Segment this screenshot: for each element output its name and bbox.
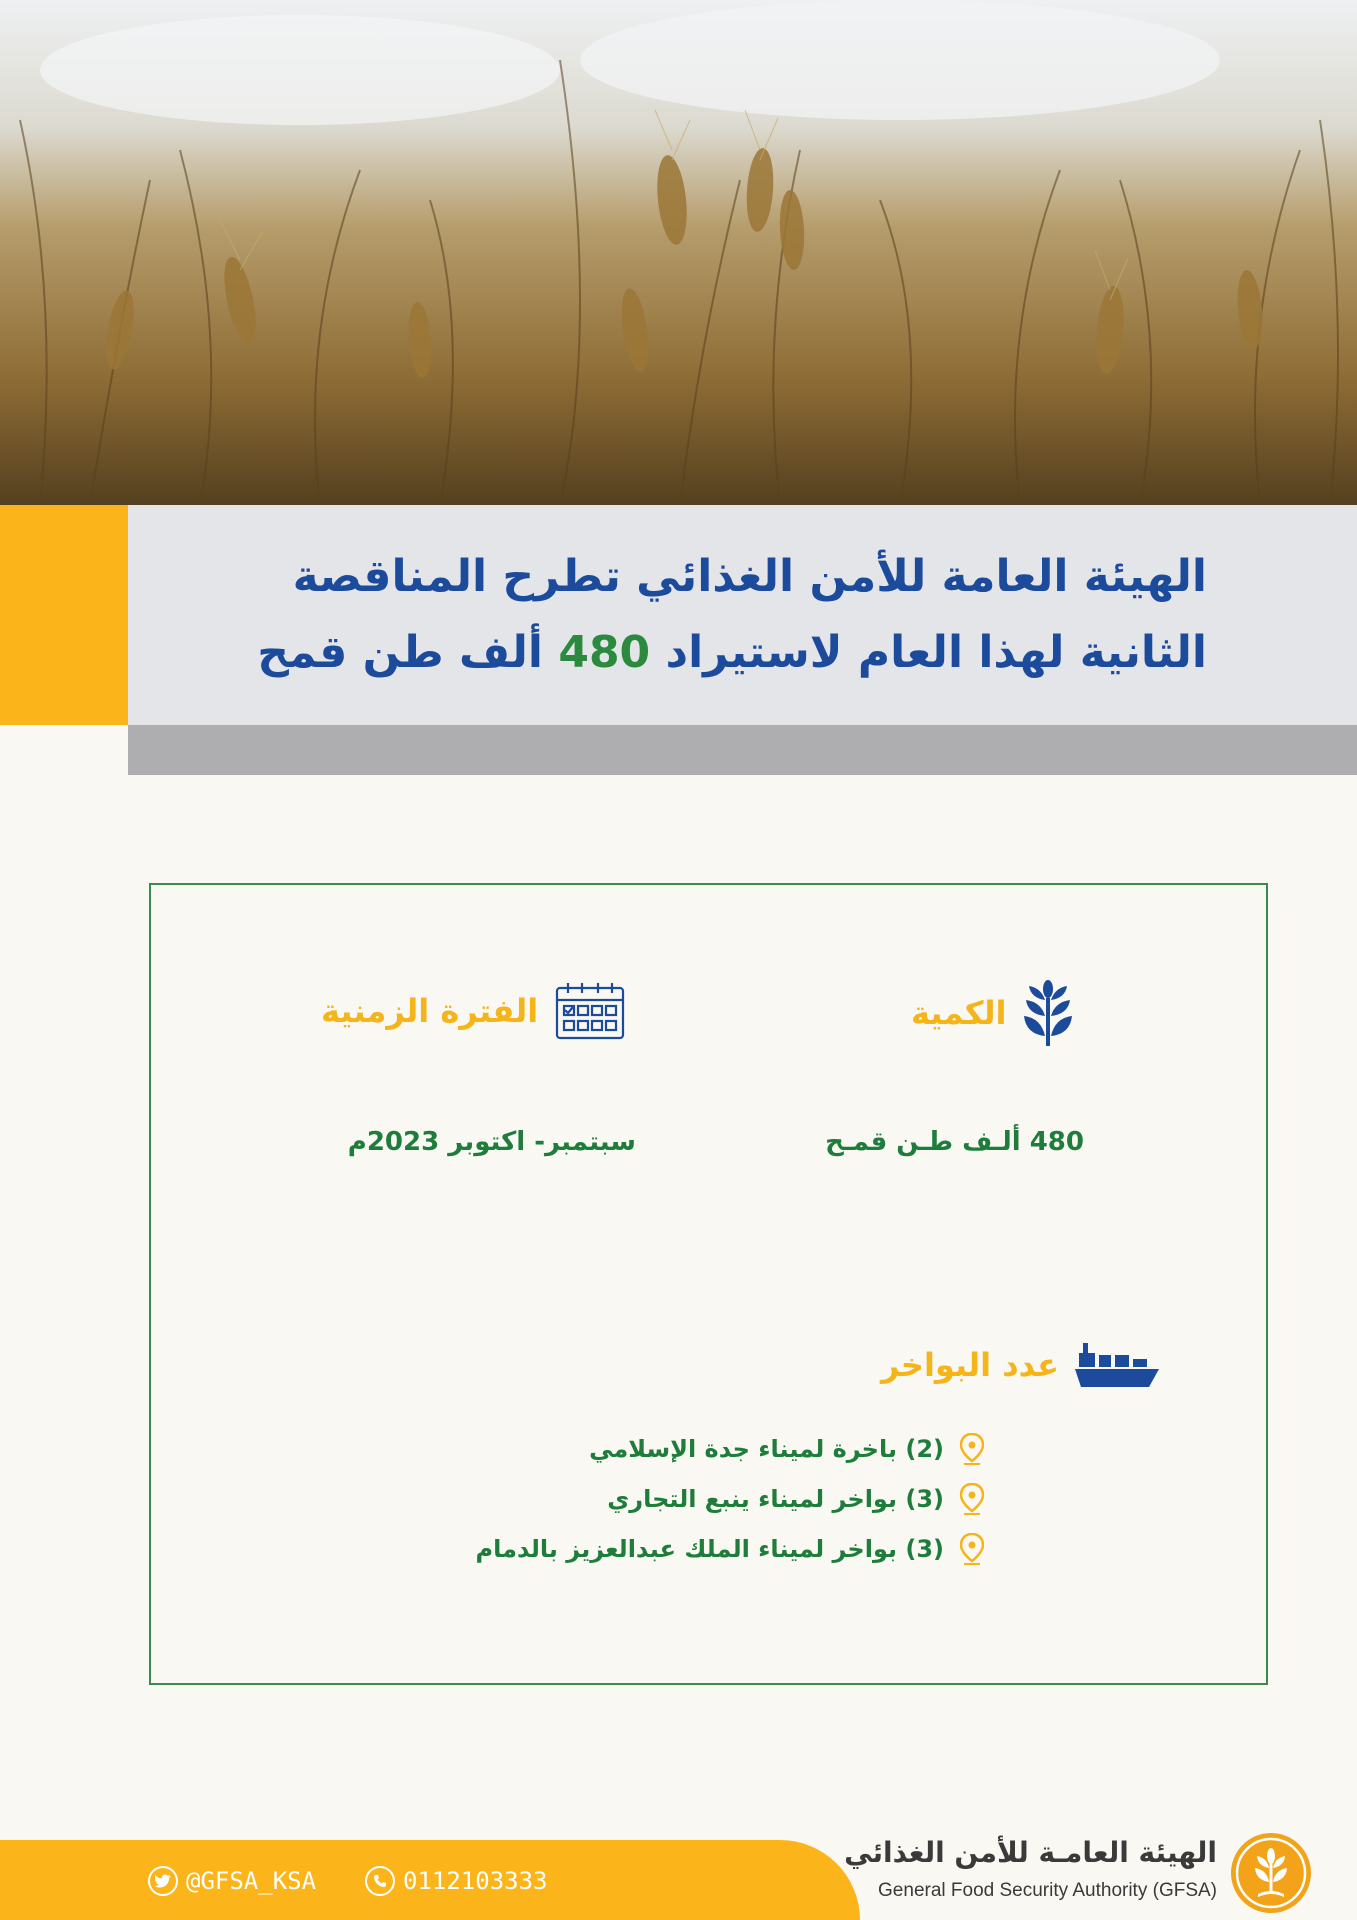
- port-text: (3) بواخر لميناء ينبع التجاري: [607, 1485, 944, 1513]
- location-pin-icon: [960, 1533, 984, 1565]
- gfsa-logo: [1230, 1832, 1312, 1914]
- title-accent-block: [0, 505, 128, 725]
- period-value: سبتمبر- اكتوبر 2023م: [347, 1127, 636, 1157]
- location-pin-icon: [960, 1433, 984, 1465]
- page-title-line-2: [257, 615, 1207, 691]
- wheat-icon: [1023, 980, 1073, 1046]
- port-item-dammam: [476, 1533, 984, 1565]
- phone-icon: [365, 1866, 395, 1896]
- port-text: (2) باخرة لميناء جدة الإسلامي: [589, 1435, 944, 1463]
- ships-label: عدد البواخر: [881, 1346, 1059, 1384]
- page-title-line-1: الهيئة العامة للأمن الغذائي تطرح المناقصة: [292, 551, 1207, 602]
- period-heading: [321, 980, 626, 1042]
- title-line-2-after: ألف طن قمح: [257, 627, 543, 678]
- port-text: (3) بواخر لميناء الملك عبدالعزيز بالدمام: [475, 1535, 944, 1563]
- port-item-jeddah: [589, 1433, 984, 1465]
- info-box: [149, 883, 1268, 1685]
- title-highlight-number: 480: [558, 627, 651, 678]
- ships-heading: [881, 1341, 1159, 1389]
- org-name-arabic: الهيئة العامـة للأمن الغذائي: [844, 1836, 1217, 1869]
- twitter-handle[interactable]: [148, 1866, 316, 1896]
- twitter-handle-text: @GFSA_KSA: [186, 1867, 317, 1895]
- port-item-yanbu: [607, 1483, 984, 1515]
- location-pin-icon: [960, 1483, 984, 1515]
- ship-icon: [1075, 1341, 1159, 1389]
- title-line-2-before: الثانية لهذا العام لاستيراد: [665, 627, 1207, 678]
- quantity-label: الكمية: [911, 994, 1007, 1032]
- quantity-value: 480 ألـف طـن قمـح: [825, 1127, 1084, 1157]
- phone-number[interactable]: [365, 1866, 548, 1896]
- quantity-heading: [911, 980, 1073, 1046]
- hero-wheat-image: [0, 0, 1357, 505]
- twitter-icon: [148, 1866, 178, 1896]
- calendar-icon: [554, 980, 626, 1042]
- title-banner: [128, 505, 1357, 725]
- title-divider-bar: [128, 725, 1357, 775]
- org-name-english: General Food Security Authority (GFSA): [878, 1880, 1217, 1901]
- period-label: الفترة الزمنية: [321, 992, 539, 1030]
- phone-number-text: 0112103333: [403, 1867, 548, 1895]
